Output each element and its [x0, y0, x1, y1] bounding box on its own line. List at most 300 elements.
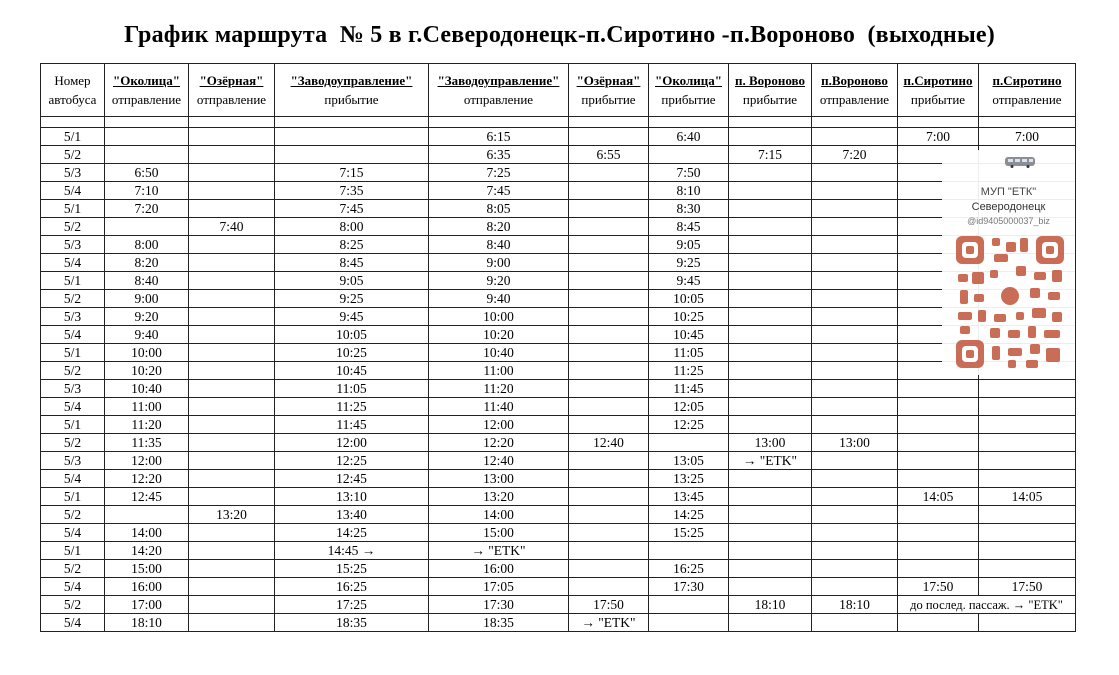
- time-cell: 11:00: [429, 362, 569, 380]
- time-cell: [898, 416, 979, 434]
- time-cell: [729, 506, 812, 524]
- time-cell: 17:05: [429, 578, 569, 596]
- time-cell: 11:00: [105, 398, 189, 416]
- table-row: [41, 182, 1076, 200]
- schedule-table: [40, 63, 1076, 632]
- table-row: [41, 164, 1076, 182]
- time-cell: [812, 560, 898, 578]
- time-cell: [569, 218, 649, 236]
- time-cell: [812, 344, 898, 362]
- time-cell: 11:25: [649, 362, 729, 380]
- time-cell: [898, 542, 979, 560]
- spacer-cell: [41, 117, 105, 128]
- time-cell: [812, 506, 898, 524]
- time-cell: [649, 596, 729, 614]
- time-cell: [729, 614, 812, 632]
- time-cell: 7:45: [429, 182, 569, 200]
- time-cell: [898, 614, 979, 632]
- time-cell: [569, 470, 649, 488]
- time-cell: [729, 254, 812, 272]
- time-cell: 10:40: [429, 344, 569, 362]
- time-cell: 17:00: [105, 596, 189, 614]
- time-cell: [189, 614, 275, 632]
- time-cell: 6:40: [649, 128, 729, 146]
- time-cell: 12:40: [429, 452, 569, 470]
- time-cell: 13:20: [429, 488, 569, 506]
- time-cell: [569, 200, 649, 218]
- time-cell: 12:45: [105, 488, 189, 506]
- time-cell: 9:05: [649, 236, 729, 254]
- page-title: График маршрута № 5 в г.Северодонецк-п.Сиротино -п.Вороново (выходные): [124, 22, 995, 48]
- time-cell: [729, 236, 812, 254]
- table-row: [41, 272, 1076, 290]
- time-cell: [898, 452, 979, 470]
- time-cell: [569, 542, 649, 560]
- time-cell: [189, 308, 275, 326]
- column-header-name: "Заводоуправление": [290, 73, 413, 88]
- time-cell: [189, 578, 275, 596]
- time-cell: 11:35: [105, 434, 189, 452]
- bus-number-cell: 5/4: [41, 614, 105, 632]
- table-row: [41, 362, 1076, 380]
- column-header-sub: отправление: [992, 92, 1062, 107]
- time-cell: 6:35: [429, 146, 569, 164]
- spacer-cell: [898, 117, 979, 128]
- column-header-sub: отправление: [463, 92, 534, 107]
- bus-number-cell: 5/4: [41, 470, 105, 488]
- time-cell: [105, 146, 189, 164]
- time-cell: [729, 290, 812, 308]
- time-cell: [569, 236, 649, 254]
- time-cell: 18:35: [275, 614, 429, 632]
- time-cell: [189, 596, 275, 614]
- time-cell: 6:50: [105, 164, 189, 182]
- time-cell: 15:00: [429, 524, 569, 542]
- column-header-sub: отправление: [111, 92, 182, 107]
- time-cell: [189, 236, 275, 254]
- time-cell: 12:20: [105, 470, 189, 488]
- time-cell: [569, 452, 649, 470]
- time-cell: [812, 578, 898, 596]
- time-cell: → "ETK": [729, 452, 812, 470]
- watermark-org: МУП "ЕТК": [980, 186, 1037, 198]
- time-cell: [569, 254, 649, 272]
- table-row: [41, 218, 1076, 236]
- table-row: [41, 614, 1076, 632]
- time-cell: [649, 542, 729, 560]
- time-cell: [979, 506, 1076, 524]
- column-header: [275, 64, 429, 117]
- time-cell: [569, 182, 649, 200]
- time-cell: [812, 488, 898, 506]
- time-cell: [189, 272, 275, 290]
- time-cell: [812, 614, 898, 632]
- time-cell: [729, 218, 812, 236]
- time-cell: 10:45: [275, 362, 429, 380]
- spacer-cell: [979, 117, 1076, 128]
- time-cell: 9:25: [649, 254, 729, 272]
- time-cell: [569, 506, 649, 524]
- time-cell: [189, 524, 275, 542]
- bus-number-cell: 5/3: [41, 308, 105, 326]
- time-cell: 16:00: [105, 578, 189, 596]
- time-cell: [189, 452, 275, 470]
- time-cell: 14:25: [275, 524, 429, 542]
- column-header: [649, 64, 729, 117]
- bus-number-cell: 5/2: [41, 560, 105, 578]
- time-cell: [898, 470, 979, 488]
- table-row: [41, 380, 1076, 398]
- column-header: [429, 64, 569, 117]
- time-cell: 9:00: [105, 290, 189, 308]
- time-cell: 14:00: [429, 506, 569, 524]
- time-cell: 10:20: [105, 362, 189, 380]
- time-cell: 8:05: [429, 200, 569, 218]
- column-header: [41, 64, 105, 117]
- time-cell: [729, 362, 812, 380]
- spacer-row: [41, 117, 1076, 128]
- time-cell: 9:40: [429, 290, 569, 308]
- watermark-city: Северодонецк: [971, 201, 1046, 213]
- watermark-handle: @id9405000037_biz: [967, 216, 1050, 226]
- bus-number-cell: 5/1: [41, 542, 105, 560]
- time-cell: → "ETK": [569, 614, 649, 632]
- time-cell: 6:15: [429, 128, 569, 146]
- time-cell: 9:00: [429, 254, 569, 272]
- time-cell: 13:05: [649, 452, 729, 470]
- time-cell: [275, 146, 429, 164]
- bus-number-cell: 5/2: [41, 218, 105, 236]
- bus-number-cell: 5/1: [41, 416, 105, 434]
- time-cell: 14:45 →: [275, 542, 429, 560]
- time-cell: 11:05: [275, 380, 429, 398]
- time-cell: [729, 416, 812, 434]
- time-cell: 6:55: [569, 146, 649, 164]
- table-row: [41, 146, 1076, 164]
- bus-number-cell: 5/4: [41, 524, 105, 542]
- time-cell: 15:25: [649, 524, 729, 542]
- time-cell: [812, 416, 898, 434]
- time-cell: [729, 128, 812, 146]
- column-header-name: п.Сиротино: [992, 73, 1062, 88]
- table-row: [41, 308, 1076, 326]
- table-row: [41, 326, 1076, 344]
- time-cell: [812, 272, 898, 290]
- time-cell: [189, 380, 275, 398]
- time-cell: [569, 578, 649, 596]
- time-cell: 13:25: [649, 470, 729, 488]
- time-cell: 14:05: [898, 488, 979, 506]
- time-cell: 10:20: [429, 326, 569, 344]
- time-cell: [812, 380, 898, 398]
- time-cell: 8:40: [429, 236, 569, 254]
- time-cell: [189, 290, 275, 308]
- time-cell: [189, 146, 275, 164]
- column-header-name: "Околица": [113, 73, 180, 88]
- time-cell: 12:40: [569, 434, 649, 452]
- time-cell: [729, 398, 812, 416]
- time-cell: [812, 128, 898, 146]
- bus-number-cell: 5/4: [41, 182, 105, 200]
- time-cell: [812, 524, 898, 542]
- time-cell: 13:10: [275, 488, 429, 506]
- bus-number-cell: 5/3: [41, 164, 105, 182]
- time-cell: 10:00: [429, 308, 569, 326]
- time-cell: 11:40: [429, 398, 569, 416]
- column-header-sub: прибытие: [910, 92, 966, 107]
- time-cell: 7:15: [729, 146, 812, 164]
- column-header-sub: прибытие: [742, 92, 798, 107]
- time-cell: [569, 488, 649, 506]
- time-cell: [649, 614, 729, 632]
- time-cell: [979, 434, 1076, 452]
- time-cell: 7:35: [275, 182, 429, 200]
- time-cell: [812, 182, 898, 200]
- time-cell: 18:10: [729, 596, 812, 614]
- column-header-sub: отправление: [196, 92, 267, 107]
- spacer-cell: [649, 117, 729, 128]
- time-cell: 10:05: [275, 326, 429, 344]
- table-row: [41, 488, 1076, 506]
- qr-code-icon: [956, 236, 1064, 368]
- bus-number-cell: 5/1: [41, 200, 105, 218]
- time-cell: до послед. пассаж. → "ETK": [898, 596, 1076, 614]
- bus-number-cell: 5/2: [41, 506, 105, 524]
- time-cell: 7:40: [189, 218, 275, 236]
- time-cell: 7:00: [979, 128, 1076, 146]
- time-cell: 18:10: [105, 614, 189, 632]
- time-cell: 14:00: [105, 524, 189, 542]
- table-row: [41, 578, 1076, 596]
- time-cell: 9:25: [275, 290, 429, 308]
- column-header: [898, 64, 979, 117]
- bus-number-cell: 5/2: [41, 290, 105, 308]
- time-cell: 7:20: [812, 146, 898, 164]
- time-cell: [569, 272, 649, 290]
- time-cell: → "ETK": [429, 542, 569, 560]
- time-cell: 12:20: [429, 434, 569, 452]
- time-cell: [812, 398, 898, 416]
- time-cell: [189, 434, 275, 452]
- time-cell: [898, 560, 979, 578]
- time-cell: [898, 398, 979, 416]
- time-cell: [729, 182, 812, 200]
- time-cell: [649, 146, 729, 164]
- time-cell: 11:20: [429, 380, 569, 398]
- time-cell: [105, 506, 189, 524]
- time-cell: 13:20: [189, 506, 275, 524]
- column-header-sub: прибытие: [324, 92, 379, 107]
- time-cell: [189, 326, 275, 344]
- table-row: [41, 560, 1076, 578]
- time-cell: 14:20: [105, 542, 189, 560]
- time-cell: 7:15: [275, 164, 429, 182]
- time-cell: 8:20: [429, 218, 569, 236]
- time-cell: [189, 416, 275, 434]
- time-cell: 7:45: [275, 200, 429, 218]
- time-cell: 9:20: [429, 272, 569, 290]
- time-cell: [898, 506, 979, 524]
- time-cell: 17:30: [649, 578, 729, 596]
- time-cell: 14:05: [979, 488, 1076, 506]
- time-cell: [812, 164, 898, 182]
- time-cell: [569, 398, 649, 416]
- spacer-cell: [812, 117, 898, 128]
- time-cell: [189, 254, 275, 272]
- time-cell: [189, 398, 275, 416]
- column-header: [812, 64, 898, 117]
- bus-number-cell: 5/4: [41, 326, 105, 344]
- time-cell: [569, 416, 649, 434]
- time-cell: 8:00: [105, 236, 189, 254]
- time-cell: [979, 380, 1076, 398]
- time-cell: 8:45: [649, 218, 729, 236]
- spacer-cell: [429, 117, 569, 128]
- time-cell: 8:45: [275, 254, 429, 272]
- time-cell: [812, 290, 898, 308]
- table-row: [41, 596, 1076, 614]
- time-cell: [812, 218, 898, 236]
- bus-number-cell: 5/4: [41, 254, 105, 272]
- time-cell: 8:30: [649, 200, 729, 218]
- time-cell: [649, 434, 729, 452]
- time-cell: 8:25: [275, 236, 429, 254]
- time-cell: [189, 470, 275, 488]
- table-row: [41, 254, 1076, 272]
- bus-number-cell: 5/3: [41, 236, 105, 254]
- time-cell: 9:40: [105, 326, 189, 344]
- table-row: [41, 506, 1076, 524]
- column-header-name: п. Вороново: [735, 73, 805, 88]
- column-header-name: "Озёрная": [199, 73, 264, 88]
- time-cell: 13:45: [649, 488, 729, 506]
- time-cell: [189, 344, 275, 362]
- time-cell: 7:25: [429, 164, 569, 182]
- column-header-sub: автобуса: [48, 92, 97, 107]
- time-cell: 7:50: [649, 164, 729, 182]
- time-cell: 11:25: [275, 398, 429, 416]
- time-cell: [275, 128, 429, 146]
- time-cell: 9:45: [649, 272, 729, 290]
- bus-number-cell: 5/3: [41, 380, 105, 398]
- time-cell: 10:40: [105, 380, 189, 398]
- time-cell: 12:00: [275, 434, 429, 452]
- time-cell: [569, 524, 649, 542]
- time-cell: 7:10: [105, 182, 189, 200]
- time-cell: 8:10: [649, 182, 729, 200]
- table-row: [41, 344, 1076, 362]
- spacer-cell: [105, 117, 189, 128]
- table-row: [41, 524, 1076, 542]
- column-header: [979, 64, 1076, 117]
- time-cell: [569, 560, 649, 578]
- time-cell: 12:25: [649, 416, 729, 434]
- time-cell: [812, 452, 898, 470]
- time-cell: 11:05: [649, 344, 729, 362]
- time-cell: 17:25: [275, 596, 429, 614]
- time-cell: [979, 416, 1076, 434]
- column-header-sub: прибытие: [661, 92, 716, 107]
- time-cell: 17:50: [569, 596, 649, 614]
- column-header-name: "Заводоуправление": [437, 73, 560, 88]
- time-cell: [189, 560, 275, 578]
- time-cell: [729, 542, 812, 560]
- time-cell: 14:25: [649, 506, 729, 524]
- column-header: [105, 64, 189, 117]
- time-cell: [979, 452, 1076, 470]
- time-cell: 17:30: [429, 596, 569, 614]
- time-cell: 10:25: [275, 344, 429, 362]
- time-cell: [898, 524, 979, 542]
- column-header: [729, 64, 812, 117]
- table-row: [41, 290, 1076, 308]
- time-cell: [189, 182, 275, 200]
- time-cell: 16:25: [649, 560, 729, 578]
- time-cell: 12:05: [649, 398, 729, 416]
- bus-number-cell: 5/2: [41, 596, 105, 614]
- spacer-cell: [275, 117, 429, 128]
- spacer-cell: [729, 117, 812, 128]
- time-cell: [189, 488, 275, 506]
- time-cell: 16:00: [429, 560, 569, 578]
- bus-number-cell: 5/2: [41, 434, 105, 452]
- time-cell: 7:20: [105, 200, 189, 218]
- time-cell: 15:00: [105, 560, 189, 578]
- table-row: [41, 434, 1076, 452]
- table-row: [41, 470, 1076, 488]
- time-cell: [729, 560, 812, 578]
- time-cell: [729, 470, 812, 488]
- bus-icon: [1004, 156, 1036, 168]
- column-header-sub: прибытие: [581, 92, 636, 107]
- time-cell: [189, 200, 275, 218]
- time-cell: [729, 578, 812, 596]
- time-cell: 12:00: [105, 452, 189, 470]
- time-cell: [189, 542, 275, 560]
- column-header-name: "Озёрная": [576, 73, 641, 88]
- time-cell: [979, 542, 1076, 560]
- time-cell: [729, 200, 812, 218]
- time-cell: [105, 128, 189, 146]
- time-cell: [979, 614, 1076, 632]
- time-cell: [812, 542, 898, 560]
- time-cell: [189, 362, 275, 380]
- time-cell: [189, 164, 275, 182]
- time-cell: 12:25: [275, 452, 429, 470]
- time-cell: [569, 290, 649, 308]
- time-cell: 13:00: [429, 470, 569, 488]
- bus-number-cell: 5/2: [41, 146, 105, 164]
- bus-number-cell: 5/1: [41, 344, 105, 362]
- time-cell: 11:45: [649, 380, 729, 398]
- time-cell: [569, 326, 649, 344]
- time-cell: [979, 398, 1076, 416]
- time-cell: [189, 128, 275, 146]
- table-row: [41, 542, 1076, 560]
- time-cell: [812, 308, 898, 326]
- time-cell: [729, 308, 812, 326]
- time-cell: 13:40: [275, 506, 429, 524]
- time-cell: 10:25: [649, 308, 729, 326]
- column-header-name: "Околица": [655, 73, 722, 88]
- time-cell: 18:10: [812, 596, 898, 614]
- bus-number-cell: 5/2: [41, 362, 105, 380]
- column-header-name: п.Вороново: [821, 73, 888, 88]
- bus-number-cell: 5/1: [41, 272, 105, 290]
- time-cell: 10:05: [649, 290, 729, 308]
- time-cell: 8:20: [105, 254, 189, 272]
- time-cell: [729, 380, 812, 398]
